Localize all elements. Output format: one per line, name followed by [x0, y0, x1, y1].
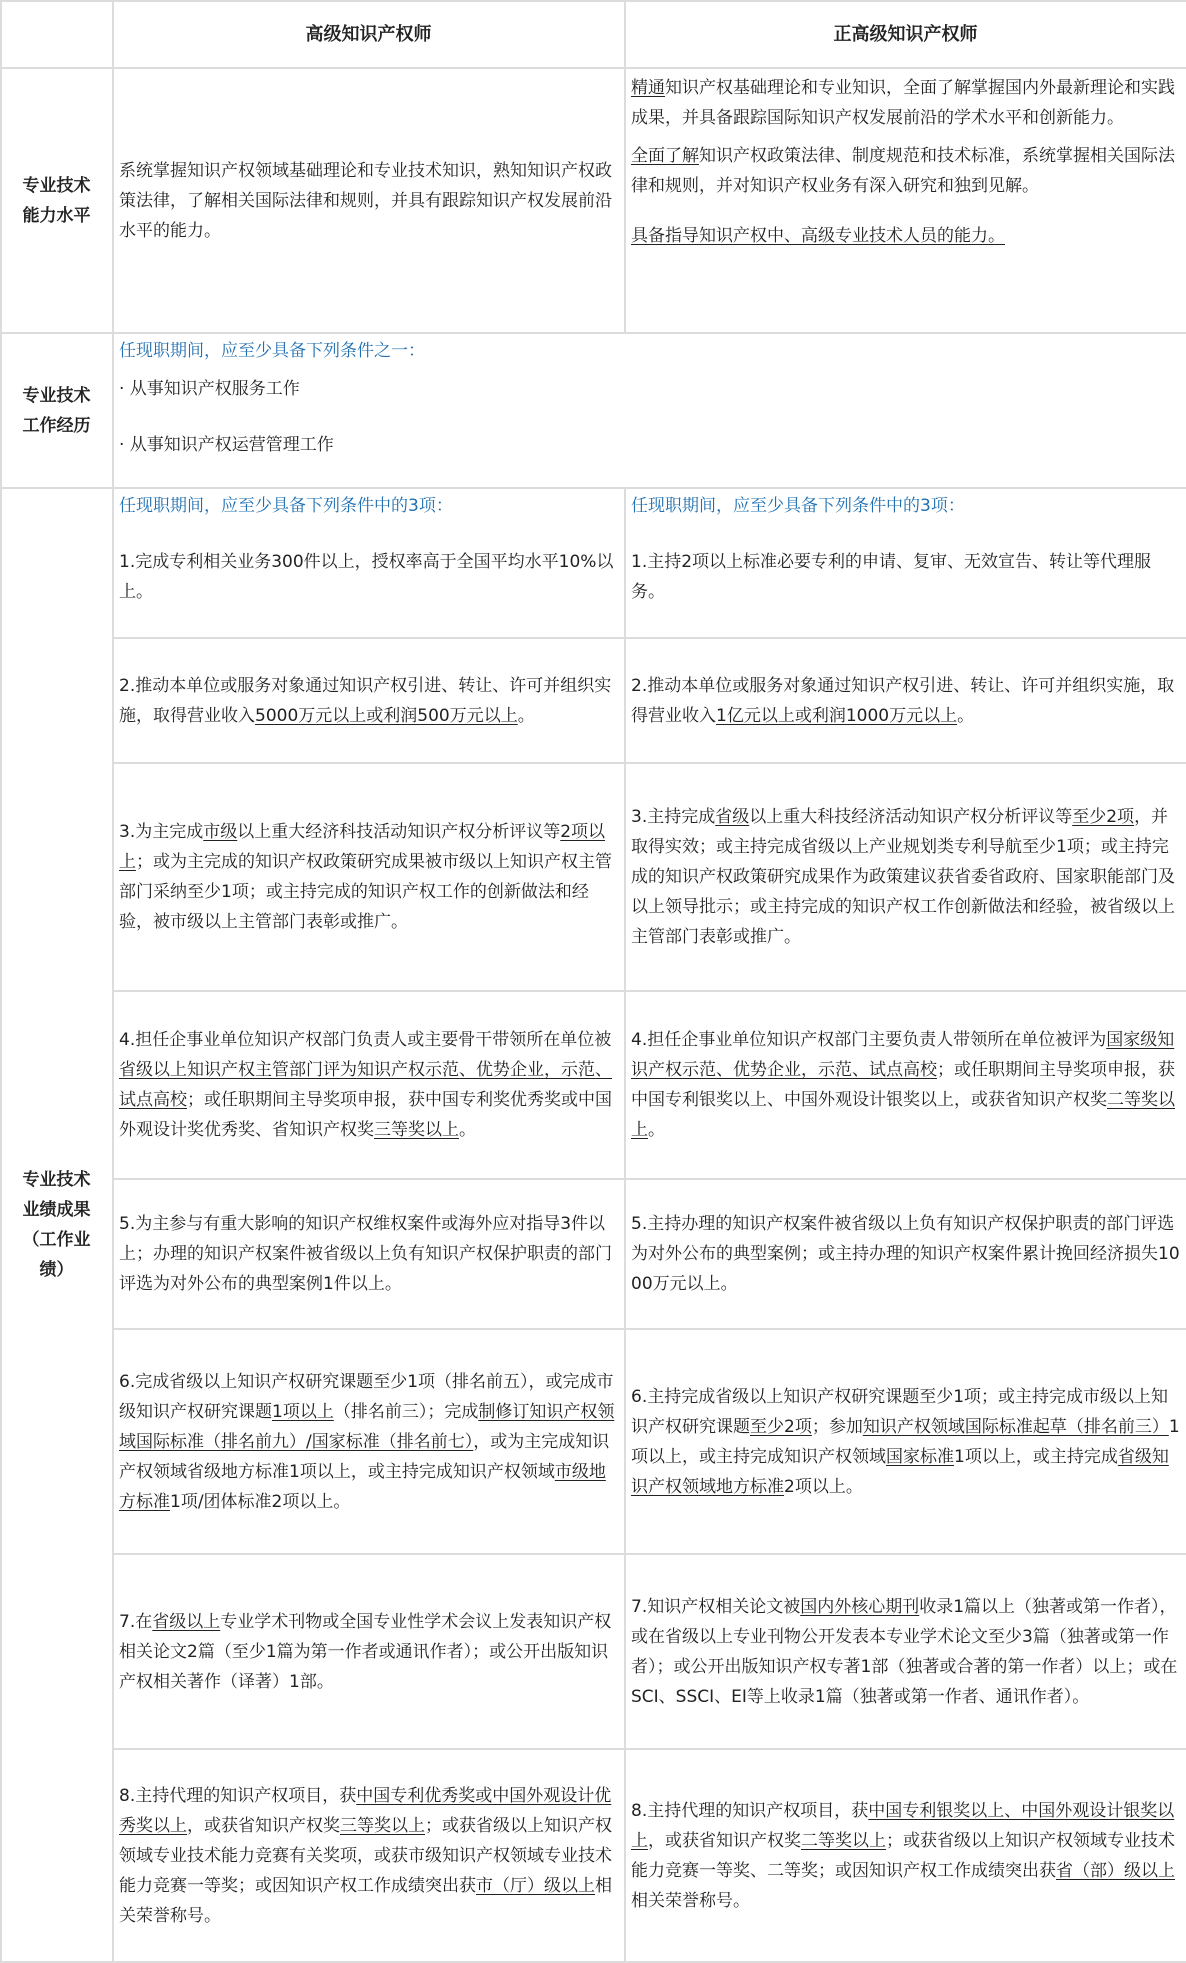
- row-label-achievements: [1, 488, 113, 1962]
- row-achievement-2: [1, 638, 1186, 763]
- text-segment: 知识产权政策法律、制度规范和技术标准，系统掌握相关国际法律和规则，并对知识产权业务有深入研究和独到见解。: [631, 146, 1175, 196]
- row-achievement-4: [1, 991, 1186, 1179]
- text-segment: 8.主持代理的知识产权项目，获: [631, 1800, 869, 1821]
- underlined-text: 国内外核心期刊: [800, 1596, 920, 1617]
- label-line: 工作经历: [22, 415, 91, 436]
- text-segment: 6.主持完成省级以上知识产权研究课题至少1项；或主持完成市级以上知识产权研究课题: [631, 1386, 1169, 1437]
- text-segment: 1项/团体标准2项以上。: [170, 1491, 351, 1512]
- text-segment: 相关荣誉称号。: [119, 1875, 612, 1926]
- row-experience: [1, 333, 1186, 488]
- achievement-1-senior: [113, 488, 625, 638]
- underlined-text: 三等奖以上: [340, 1815, 425, 1836]
- text-segment: ，或获省知识产权奖: [648, 1830, 801, 1851]
- achievement-5-full-senior: [625, 1179, 1186, 1329]
- row-achievement-5: [1, 1179, 1186, 1329]
- label-line: （工作业: [22, 1230, 91, 1250]
- text-segment: ；或获省级以上知识产权领域专业技术能力竞赛有关奖项，或获市级知识产权领域专业技术能力竞赛一等奖；或因知识产权工作成绩突出获: [119, 1815, 612, 1896]
- achievement-8-senior: [113, 1749, 625, 1962]
- underlined-text: 市级: [203, 822, 238, 842]
- underlined-text: 知识产权领域国际标准起草（排名前三）: [862, 1416, 1169, 1437]
- achievement-item-text: [119, 1209, 618, 1299]
- underlined-text: 中国专利银奖以上、中国外观设计银奖以上: [631, 1800, 1175, 1851]
- label-line: 能力水平: [22, 205, 91, 226]
- text-segment: 1项以上，或主持完成: [954, 1446, 1118, 1467]
- row-ability: [1, 68, 1186, 333]
- header-senior: 高级知识产权师: [113, 1, 625, 68]
- row-label-experience: [1, 333, 113, 488]
- achievements-full-senior-intro: 任现职期间，应至少具备下列条件中的3项：: [631, 496, 965, 516]
- text-segment: ；或为主完成的知识产权政策研究成果被市级以上知识产权主管部门采纳至少1项；或主持完成的知识产权工作的创新做法和经验，被市级以上主管部门表彰或推广。: [119, 852, 612, 932]
- achievement-3-senior: [113, 763, 625, 991]
- achievement-5-senior: [113, 1179, 625, 1329]
- text-segment: 2.推动本单位或服务对象通过知识产权引进、转让、许可并组织实施，取得营业收入: [119, 675, 612, 726]
- achievement-6-full-senior: [625, 1329, 1186, 1554]
- achievement-4-full-senior: [625, 991, 1186, 1179]
- underlined-text: 全面了解: [631, 146, 699, 166]
- label-line: 专业技术: [22, 175, 91, 196]
- underlined-text: 2项以上: [119, 822, 606, 872]
- text-segment: ；或任职期间主导奖项申报，获中国专利银奖以上、中国外观设计银奖以上，或获省知识产权奖: [631, 1060, 1175, 1110]
- experience-intro: 任现职期间，应至少具备下列条件之一：: [119, 341, 425, 361]
- text-segment: ；参加: [811, 1416, 863, 1437]
- text-segment: 1项以上，或主持完成知识产权领域: [631, 1416, 1180, 1467]
- text-segment: 。: [517, 705, 535, 726]
- achievement-2-senior: [113, 638, 625, 763]
- ability-full-senior-para-3: [631, 221, 1180, 251]
- experience-item: · 从事知识产权服务工作: [119, 379, 300, 399]
- ability-full-senior-para-2: [631, 141, 1180, 201]
- achievement-3-full-senior: [625, 763, 1186, 991]
- underlined-text: 三等奖以上: [374, 1120, 459, 1140]
- achievement-8-full-senior: [625, 1749, 1186, 1962]
- text-segment: ；或任职期间主导奖项申报，获中国专利奖优秀奖或中国外观设计奖优秀奖、省知识产权奖: [119, 1090, 612, 1140]
- text-segment: 以上重大科技经济活动知识产权分析评议等: [749, 807, 1073, 827]
- achievement-item-text: [631, 547, 1180, 607]
- ability-senior: [113, 68, 625, 333]
- text-segment: （排名前三）；完成: [333, 1401, 479, 1422]
- text-segment: 6.完成省级以上知识产权研究课题至少1项（排名前五），或完成市级知识产权研究课题: [119, 1371, 614, 1422]
- text-segment: 知识产权基础理论和专业知识，全面了解掌握国内外最新理论和实践成果，并具备跟踪国际知识产权发展前沿的学术水平和创新能力。: [631, 78, 1175, 128]
- text-segment: 2项以上。: [784, 1476, 863, 1497]
- underlined-text: 二等奖以上: [801, 1830, 886, 1851]
- row-achievement-3: [1, 763, 1186, 991]
- text-segment: 相关荣誉称号。: [631, 1890, 750, 1911]
- achievement-7-senior: [113, 1554, 625, 1749]
- text-segment: 。: [459, 1120, 476, 1140]
- underlined-text: 1项以上: [272, 1401, 334, 1422]
- header-full-senior: 正高级知识产权师: [625, 1, 1186, 68]
- underlined-text: 制修订知识产权领域国际标准（排名前九）/国家标准（排名前七）: [119, 1401, 615, 1452]
- underlined-text: 省级以上: [152, 1611, 221, 1632]
- text-segment: 7.知识产权相关论文被: [631, 1596, 801, 1617]
- ability-senior-text: 系统掌握知识产权领域基础理论和专业技术知识，熟知知识产权政策法律，了解相关国际法律和规则，并具有跟踪知识产权发展前沿水平的能力。: [119, 160, 612, 241]
- underlined-text: 1亿元以上或利润1000万元以上: [716, 705, 958, 726]
- underlined-text: 国家标准: [886, 1446, 954, 1467]
- header-empty: [1, 1, 113, 68]
- text-segment: 。: [957, 705, 975, 726]
- achievement-item-text: [631, 671, 1180, 731]
- experience-item: · 从事知识产权运营管理工作: [119, 435, 334, 455]
- underlined-text: 二等奖以上: [631, 1090, 1175, 1140]
- experience-content: [113, 333, 1186, 488]
- text-segment: ，或获省知识产权奖: [187, 1815, 340, 1836]
- underlined-text: 中国专利优秀奖或中国外观设计优秀奖以上: [119, 1785, 612, 1836]
- text-segment: 2.推动本单位或服务对象通过知识产权引进、转让、许可并组织实施，取得营业收入: [631, 675, 1175, 726]
- underlined-text: 省级以上知识产权主管部门评为知识产权示范、优势企业，示范、试点高校: [119, 1060, 612, 1110]
- underlined-text: 至少2项: [1072, 807, 1135, 827]
- achievement-1-full-senior: [625, 488, 1186, 638]
- text-segment: ；或获省级以上知识产权领域专业技术能力竞赛一等奖、二等奖；或因知识产权工作成绩突出获: [631, 1830, 1175, 1881]
- text-segment: 1.完成专利相关业务300件以上，授权率高于全国平均水平10%以上。: [119, 552, 614, 602]
- underlined-text: 省（部）级以上: [1056, 1860, 1175, 1881]
- text-segment: 4.担任企事业单位知识产权部门主要负责人带领所在单位被评为: [631, 1030, 1107, 1050]
- underlined-text: 市（厅）级以上: [476, 1875, 595, 1896]
- label-line: 专业技术: [22, 1170, 91, 1190]
- achievement-item-text: [631, 1796, 1180, 1916]
- underlined-text: 国家级知识产权示范、优势企业，示范、试点高校: [631, 1030, 1175, 1080]
- achievement-item-text: [119, 547, 618, 607]
- text-segment: 5.主持办理的知识产权案件被省级以上负有知识产权保护职责的部门评选为对外公布的典型案例；或主持办理的知识产权案件累计挽回经济损失1000万元以上。: [631, 1214, 1180, 1294]
- achievement-item-text: [119, 817, 618, 937]
- achievement-item-text: [119, 1781, 618, 1931]
- label-line: 业绩成果: [22, 1200, 91, 1220]
- text-segment: 。: [648, 1120, 665, 1140]
- achievement-item-text: [119, 1025, 618, 1145]
- text-segment: 5.为主参与有重大影响的知识产权维权案件或海外应对指导3件以上；办理的知识产权案件被省级以上负有知识产权保护职责的部门评选为对外公布的典型案例1件以上。: [119, 1214, 612, 1294]
- text-segment: 4.担任企事业单位知识产权部门负责人或主要骨干带领所在单位被: [119, 1030, 612, 1050]
- text-segment: 以上重大经济科技活动知识产权分析评议等: [237, 822, 561, 842]
- achievement-item-text: [631, 1592, 1180, 1712]
- underlined-text: 市级地方标准: [119, 1461, 606, 1512]
- underlined-text: 精通: [631, 78, 665, 98]
- label-line: 专业技术: [22, 385, 91, 406]
- text-segment: ，或为主完成知识产权领域省级地方标准1项以上，或主持完成知识产权领域: [119, 1431, 610, 1482]
- achievement-item-text: [631, 1382, 1180, 1502]
- row-label-ability: [1, 68, 113, 333]
- achievement-item-text: [119, 1367, 618, 1517]
- achievement-item-text: [119, 671, 618, 731]
- text-segment: 8.主持代理的知识产权项目，获: [119, 1785, 357, 1806]
- label-line: 绩）: [39, 1260, 74, 1280]
- text-segment: 收录1篇以上（独著或第一作者），或在省级以上专业刊物公开发表本专业学术论文至少3篇（独著或第一作者）；或公开出版知识产权专著1部（独著或合著的第一作者）以上；或在SCI、SSCI、EI等上收录1篇（独著或第一作者、通讯作者）。: [631, 1596, 1178, 1707]
- underlined-text: 具备指导知识产权中、高级专业技术人员的能力。: [631, 226, 1005, 246]
- achievements-senior-intro: 任现职期间，应至少具备下列条件中的3项：: [119, 496, 453, 516]
- text-segment: 专业学术刊物或全国专业性学术会议上发表知识产权相关论文2篇（至少1篇为第一作者或通讯作者）；或公开出版知识产权相关著作（译著）1部。: [119, 1611, 612, 1692]
- underlined-text: 省级知识产权领域地方标准: [631, 1446, 1169, 1497]
- underlined-text: 至少2项: [750, 1416, 812, 1437]
- achievement-item-text: [631, 802, 1180, 952]
- header-row: [1, 1, 1186, 68]
- row-achievement-6: [1, 1329, 1186, 1554]
- row-achievement-7: [1, 1554, 1186, 1749]
- ability-full-senior-para-1: [631, 73, 1180, 133]
- achievement-4-senior: [113, 991, 625, 1179]
- achievement-item-text: [119, 1607, 618, 1697]
- achievement-2-full-senior: [625, 638, 1186, 763]
- underlined-text: 省级: [715, 807, 750, 827]
- achievement-item-text: [631, 1025, 1180, 1145]
- row-achievement-8: [1, 1749, 1186, 1962]
- achievement-7-full-senior: [625, 1554, 1186, 1749]
- underlined-text: 5000万元以上或利润500万元以上: [255, 705, 518, 726]
- text-segment: ，并取得实效；或主持完成省级以上产业规划类专利导航至少1项；或主持完成的知识产权政策研究成果作为政策建议获省委省政府、国家职能部门及以上领导批示；或主持完成的知识产权工作创新做法和经验，被省级以上主管部门表彰或推广。: [631, 807, 1175, 947]
- ability-full-senior: [625, 68, 1186, 333]
- text-segment: 7.在: [119, 1611, 153, 1632]
- text-segment: 3.主持完成: [631, 807, 716, 827]
- text-segment: 3.为主完成: [119, 822, 204, 842]
- text-segment: 1.主持2项以上标准必要专利的申请、复审、无效宣告、转让等代理服务。: [631, 552, 1152, 602]
- row-achievement-1: [1, 488, 1186, 638]
- achievement-6-senior: [113, 1329, 625, 1554]
- achievement-item-text: [631, 1209, 1180, 1299]
